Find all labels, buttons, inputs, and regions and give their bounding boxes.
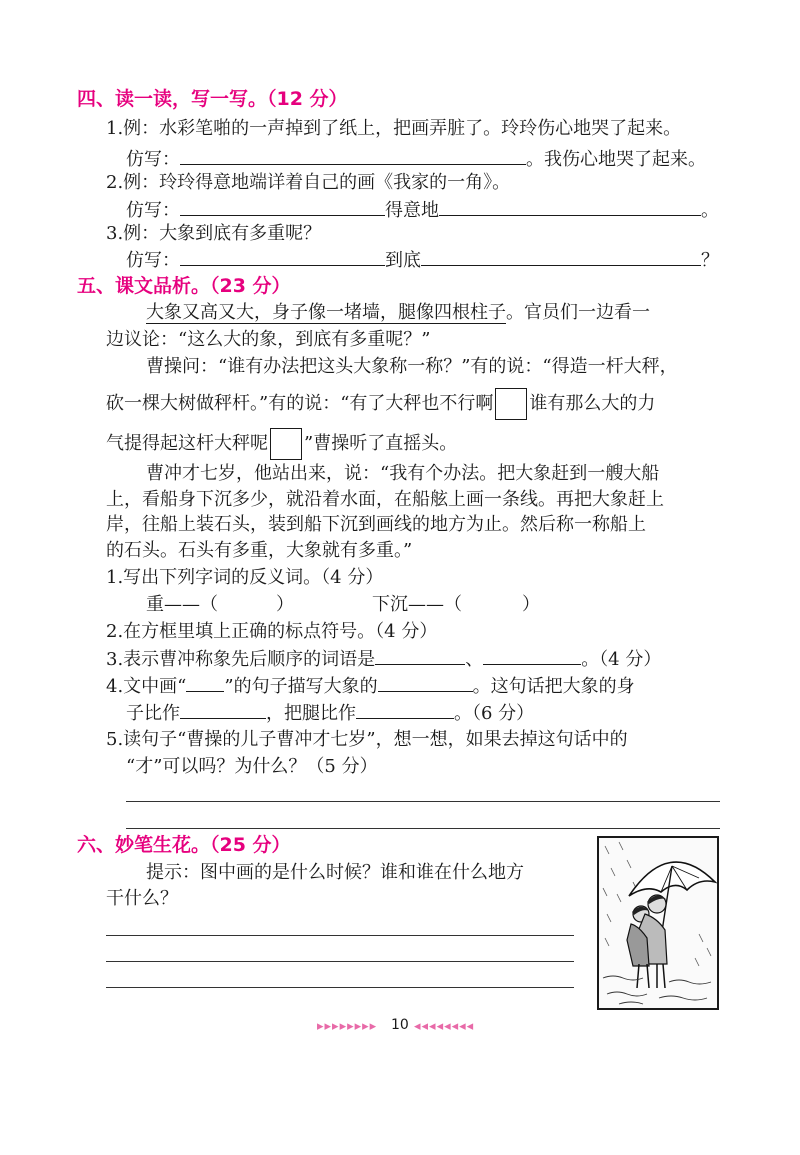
s6-writing-line-1[interactable] [106, 935, 574, 936]
passage-p3-line1: 曹冲才七岁，他站出来，说：“我有个办法。把大象赶到一艘大船 [146, 463, 660, 484]
q3-blank-2[interactable] [483, 648, 581, 665]
q1-tail: 。我伤心地哭了起来。 [526, 149, 706, 170]
underlined-sentence: 大象又高又大，身子像一堵墙，腿像四根柱子 [146, 302, 506, 323]
passage-p2-line3 [106, 428, 457, 460]
illustration-svg [599, 838, 717, 1008]
q2-blank-2[interactable] [439, 199, 701, 216]
q1-rewrite-row [126, 148, 706, 171]
q2-blank-1[interactable] [180, 199, 385, 216]
q1-label: 仿写： [126, 149, 180, 170]
q3-blank-1[interactable] [180, 249, 385, 266]
passage-p3-line4: 的石头。石头有多重，大象就有多重。” [106, 540, 413, 561]
s5-q3 [106, 648, 661, 671]
q3-text: 3.表示曹冲称象先后顺序的词语是 [106, 649, 376, 670]
q4-blank-2[interactable] [180, 702, 266, 719]
q1-example: 1.例：水彩笔啪的一声掉到了纸上，把画弄脏了。玲玲伤心地哭了起来。 [106, 118, 682, 139]
page-number: 10 [391, 1017, 409, 1033]
q4-line2a: 子比作 [126, 703, 180, 724]
q1-a-close: ） [276, 594, 294, 615]
footer-arrows-right: ◂◂◂◂◂◂◂◂ [414, 1019, 475, 1034]
s5-q5-line2: “才”可以吗？为什么？（5 分） [126, 756, 378, 777]
rain-umbrella-illustration [597, 836, 719, 1010]
p2-line2a: 砍一棵大树做秤杆。”有的说：“有了大秤也不行啊 [106, 393, 494, 414]
s5-q2: 2.在方框里填上正确的标点符号。（4 分） [106, 621, 438, 642]
q3-sep: 、 [465, 649, 484, 670]
q3-label: 仿写： [126, 250, 180, 271]
punctuation-box-1[interactable] [495, 388, 527, 420]
s6-writing-line-2[interactable] [106, 961, 574, 962]
p2-line3a: 气提得起这杆大秤呢 [106, 433, 268, 454]
q3-rewrite-row [126, 249, 719, 272]
passage-p1-line2: 边议论：“这么大的象，到底有多重呢？” [106, 329, 431, 350]
q1-a-label: 重——（ [146, 594, 218, 615]
q5-answer-line-2[interactable] [126, 828, 720, 829]
q4-line2b: ，把腿比作 [266, 703, 356, 724]
q1-b-close: ） [522, 594, 540, 615]
section5-heading: 五、课文品析。（23 分） [77, 275, 291, 297]
s5-q1-a [146, 594, 294, 616]
q4-text-c: 。这句话把大象的身 [472, 676, 635, 697]
s6-prompt-line2: 干什么？ [106, 888, 178, 909]
punctuation-box-2[interactable] [270, 428, 302, 460]
s6-writing-line-3[interactable] [106, 987, 574, 988]
q4-mark [186, 675, 224, 692]
footer-arrows-left: ▸▸▸▸▸▸▸▸ [317, 1019, 378, 1034]
s5-q1-b [372, 594, 540, 616]
p2-line3b: ”曹操听了直摇头。 [304, 433, 458, 454]
p2-line2b: 谁有那么大的力 [529, 393, 656, 414]
s5-q1: 1.写出下列字词的反义词。（4 分） [106, 567, 384, 588]
s6-prompt-line1: 提示：图中画的是什么时候？谁和谁在什么地方 [146, 862, 524, 883]
s5-q4 [106, 675, 635, 698]
section6-heading: 六、妙笔生花。（25 分） [77, 834, 291, 856]
q3-mid: 到底 [385, 250, 421, 271]
q1-b-label: 下沉——（ [372, 594, 462, 615]
passage-p1-line1 [146, 302, 650, 324]
s5-q5-line1: 5.读句子“曹操的儿子曹冲才七岁”，想一想，如果去掉这句话中的 [106, 729, 628, 750]
q1-blank[interactable] [180, 148, 526, 165]
q2-tail: 。 [701, 200, 719, 221]
q3-example: 3.例：大象到底有多重呢？ [106, 223, 322, 244]
q2-label: 仿写： [126, 200, 180, 221]
q3-tail: ？ [701, 250, 719, 271]
q4-text-a: 4.文中画“ [106, 676, 187, 697]
s5-q4-line2 [126, 702, 534, 725]
q4-text-b: ”的句子描写大象的 [224, 676, 378, 697]
passage-p2-line1: 曹操问：“谁有办法把这头大象称一称？”有的说：“得造一杆大秤， [146, 356, 678, 377]
q5-answer-line-1[interactable] [126, 801, 720, 802]
passage-p2-line2 [106, 388, 655, 420]
p1-rest: 。官员们一边看一 [506, 302, 650, 323]
q3-blank-2[interactable] [421, 249, 701, 266]
section4-heading: 四、读一读，写一写。（12 分） [77, 88, 348, 110]
q2-example: 2.例：玲玲得意地端详着自己的画《我家的一角》。 [106, 172, 511, 193]
q4-blank-3[interactable] [356, 702, 454, 719]
q3-tail: 。（4 分） [581, 649, 662, 670]
q2-mid: 得意地 [385, 200, 439, 221]
q4-blank-1[interactable] [378, 675, 473, 692]
passage-p3-line3: 岸，往船上装石头，装到船下沉到画线的地方为止。然后称一称船上 [106, 514, 646, 535]
q3-blank-1[interactable] [375, 648, 465, 665]
q2-rewrite-row [126, 199, 719, 222]
passage-p3-line2: 上，看船身下沉多少，就沿着水面，在船舷上画一条线。再把大象赶上 [106, 489, 664, 510]
q4-line2c: 。（6 分） [454, 703, 535, 724]
